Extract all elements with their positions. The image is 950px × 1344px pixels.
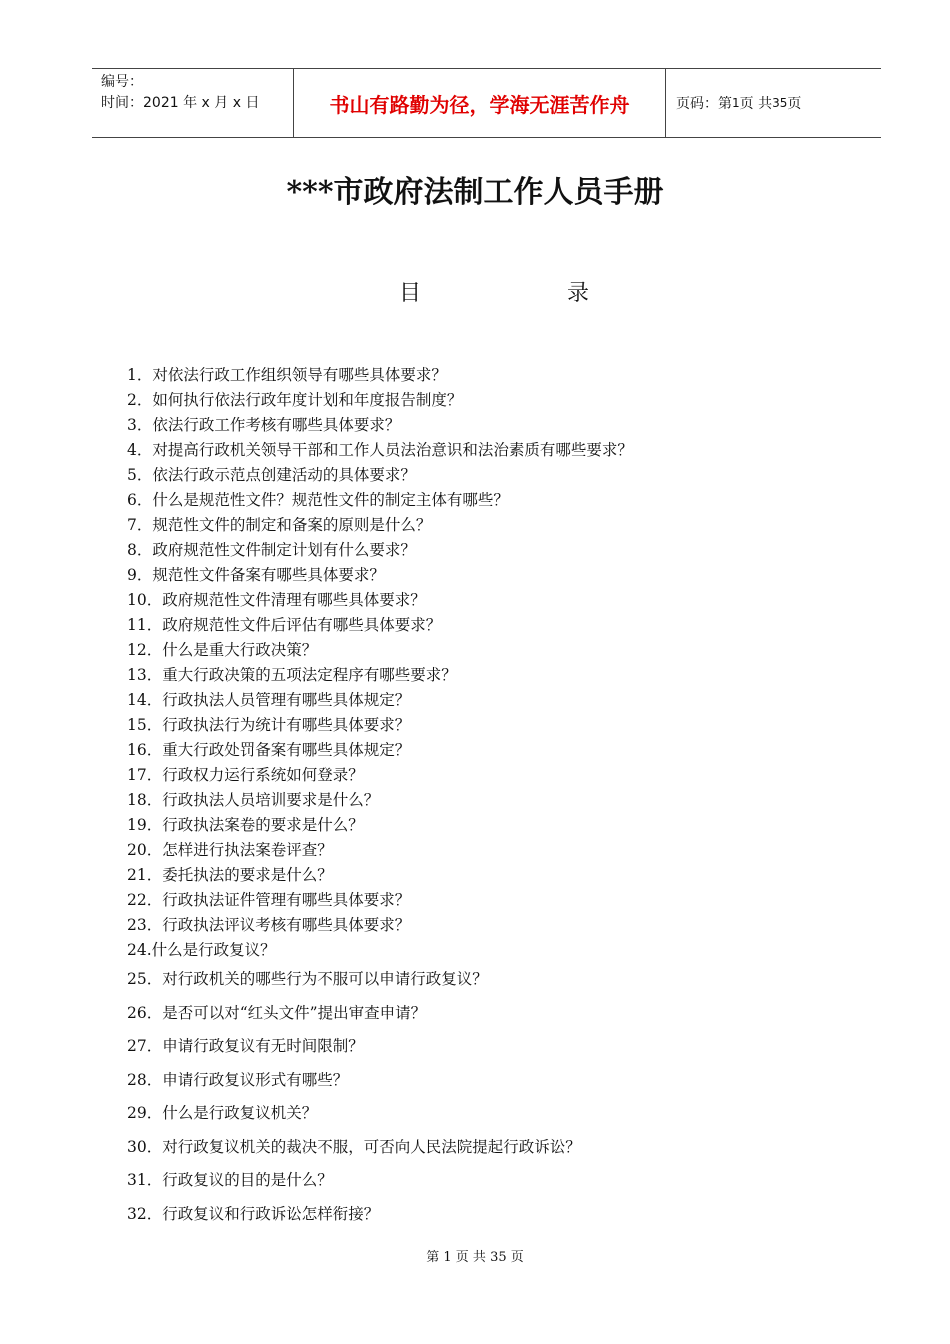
toc-item	[127, 563, 633, 588]
toc-item-number: 15．	[127, 716, 163, 734]
header-motto: 书山有路勤为径，学海无涯苦作舟	[293, 69, 666, 137]
toc-item	[127, 363, 633, 388]
toc-item	[127, 713, 633, 738]
toc-item-text: 规范性文件的制定和备案的原则是什么？	[152, 516, 432, 534]
toc-item-text: 对行政机关的哪些行为不服可以申请行政复议？	[162, 970, 488, 988]
toc-item	[127, 788, 633, 813]
toc-item-number: 19．	[127, 816, 163, 834]
toc-item-text: 如何执行依法行政年度计划和年度报告制度？	[152, 391, 463, 409]
toc-item-number: 9．	[127, 566, 153, 584]
toc-item-text: 政府规范性文件后评估有哪些具体要求？	[162, 616, 442, 634]
header-page-info	[666, 69, 881, 137]
toc-heading	[399, 276, 589, 307]
toc-item-number: 23．	[127, 916, 163, 934]
toc-item-text: 依法行政示范点创建活动的具体要求？	[152, 466, 416, 484]
toc-item-text: 行政权力运行系统如何登录？	[162, 766, 364, 784]
toc-item-text: 委托执法的要求是什么？	[162, 866, 333, 884]
footer-page: 1	[443, 1250, 452, 1265]
toc-item-number: 12．	[127, 641, 163, 659]
toc-item-number: 30．	[127, 1137, 163, 1156]
toc-item-text: 申请行政复议有无时间限制？	[162, 1037, 364, 1055]
toc-item-text: 行政执法证件管理有哪些具体要求？	[162, 891, 411, 909]
toc-item-number: 3．	[127, 416, 153, 434]
footer-mid: 页 共	[455, 1250, 486, 1265]
footer-suffix: 页	[510, 1250, 524, 1265]
toc-item	[127, 938, 633, 963]
toc-item-number: 29．	[127, 1104, 163, 1122]
toc-item-number: 25．	[127, 970, 163, 988]
toc-item-number: 21．	[127, 866, 163, 884]
toc-item-number: 31．	[127, 1171, 163, 1189]
toc-item-text: 行政执法人员培训要求是什么？	[162, 791, 380, 809]
toc-item-number: 5．	[127, 466, 153, 484]
toc-item-text: 什么是规范性文件？规范性文件的制定主体有哪些？	[152, 491, 509, 509]
toc-item	[127, 388, 633, 413]
toc-item	[127, 888, 633, 913]
toc-item-text: 对行政复议机关的裁决不服，可否向人民法院提起行政诉讼？	[162, 1137, 581, 1156]
toc-item	[127, 538, 633, 563]
toc-item-text: 行政执法人员管理有哪些具体规定？	[162, 691, 411, 709]
toc-item	[127, 1097, 633, 1131]
toc-item-number: 20．	[127, 841, 163, 859]
toc-item-text: 对依法行政工作组织领导有哪些具体要求？	[152, 366, 447, 384]
footer-total: 35	[490, 1250, 507, 1265]
toc-item-number: 14．	[127, 691, 163, 709]
toc-item	[127, 838, 633, 863]
toc-item-number: 4．	[127, 441, 153, 459]
toc-item	[127, 913, 633, 938]
toc-item-number: 22．	[127, 891, 163, 909]
toc-item-text: 依法行政工作考核有哪些具体要求？	[152, 416, 401, 434]
toc-item-text: 重大行政决策的五项法定程序有哪些要求？	[162, 666, 457, 684]
toc-heading-left: 目	[399, 281, 422, 306]
time-year: 2021	[143, 95, 179, 111]
toc-item-number: 7．	[127, 516, 153, 534]
toc-item-number: 27．	[127, 1037, 163, 1055]
toc-item-text: 行政复议和行政诉讼怎样衔接？	[162, 1204, 380, 1223]
toc-item-number: 26．	[127, 1003, 163, 1022]
toc-item	[127, 638, 633, 663]
toc-item-number: 11．	[127, 616, 163, 634]
toc-item-text: 什么是行政复议机关？	[162, 1104, 318, 1122]
table-of-contents	[127, 363, 633, 1231]
toc-item-text: 重大行政处罚备案有哪些具体规定？	[162, 741, 411, 759]
toc-item-text: 规范性文件备案有哪些具体要求？	[152, 566, 385, 584]
toc-item-text: 什么是重大行政决策？	[162, 641, 318, 659]
toc-item-text: 政府规范性文件制定计划有什么要求？	[152, 541, 416, 559]
number-label: 编号：	[101, 74, 143, 90]
page-header	[92, 68, 881, 138]
toc-item-number: 24.	[127, 941, 152, 959]
toc-item	[127, 613, 633, 638]
toc-item-number: 16．	[127, 741, 163, 759]
time-day: x	[232, 95, 242, 111]
time-year-suffix: 年	[183, 95, 198, 111]
toc-item-text: 怎样进行执法案卷评查？	[162, 841, 333, 859]
time-label: 时间：	[101, 95, 143, 111]
toc-item-number: 13．	[127, 666, 163, 684]
page-end: 页	[787, 96, 802, 112]
toc-item-number: 2．	[127, 391, 153, 409]
toc-item-text: 什么是行政复议？	[151, 941, 276, 959]
toc-item-text: 是否可以对“红头文件”提出审查申请？	[162, 1003, 427, 1022]
page-number: 1	[732, 96, 740, 110]
page-total: 35	[772, 96, 788, 110]
toc-item-number: 1．	[127, 366, 153, 384]
toc-item	[127, 1064, 633, 1098]
page-mid: 页 共	[739, 96, 773, 112]
toc-item	[127, 463, 633, 488]
toc-heading-right: 录	[566, 281, 589, 306]
page-footer	[0, 1246, 950, 1265]
toc-item	[127, 588, 633, 613]
toc-item-text: 行政复议的目的是什么？	[162, 1171, 333, 1189]
toc-item-text: 行政执法评议考核有哪些具体要求？	[162, 916, 411, 934]
toc-item-text: 行政执法案卷的要求是什么？	[162, 816, 364, 834]
toc-item-text: 对提高行政机关领导干部和工作人员法治意识和法治素质有哪些要求？	[152, 441, 633, 459]
toc-item	[127, 1164, 633, 1198]
time-line	[101, 93, 293, 114]
time-month-suffix: 月	[214, 95, 229, 111]
toc-item-text: 行政执法行为统计有哪些具体要求？	[162, 716, 411, 734]
toc-item	[127, 663, 633, 688]
time-month: x	[201, 95, 210, 111]
toc-item	[127, 438, 633, 463]
toc-item	[127, 413, 633, 438]
toc-item	[127, 863, 633, 888]
document-title: ***市政府法制工作人员手册	[286, 175, 664, 210]
toc-item-number: 18．	[127, 791, 163, 809]
toc-item-number: 28．	[127, 1070, 163, 1089]
toc-item	[127, 997, 633, 1031]
toc-item	[127, 963, 633, 997]
toc-item	[127, 1198, 633, 1232]
toc-item-number: 8．	[127, 541, 153, 559]
toc-item-number: 32．	[127, 1204, 163, 1223]
toc-item	[127, 488, 633, 513]
footer-prefix: 第	[426, 1250, 440, 1265]
time-day-suffix: 日	[245, 95, 260, 111]
toc-item	[127, 1131, 633, 1165]
toc-item-text: 申请行政复议形式有哪些？	[162, 1070, 349, 1089]
toc-item	[127, 688, 633, 713]
page-label: 页码：第	[676, 96, 732, 112]
toc-item	[127, 513, 633, 538]
header-meta	[92, 69, 293, 137]
toc-item	[127, 1030, 633, 1064]
toc-item-number: 6．	[127, 491, 153, 509]
toc-item-number: 10．	[127, 591, 163, 609]
toc-item	[127, 763, 633, 788]
toc-item-text: 政府规范性文件清理有哪些具体要求？	[162, 591, 426, 609]
toc-item-number: 17．	[127, 766, 163, 784]
toc-item	[127, 813, 633, 838]
toc-item	[127, 738, 633, 763]
